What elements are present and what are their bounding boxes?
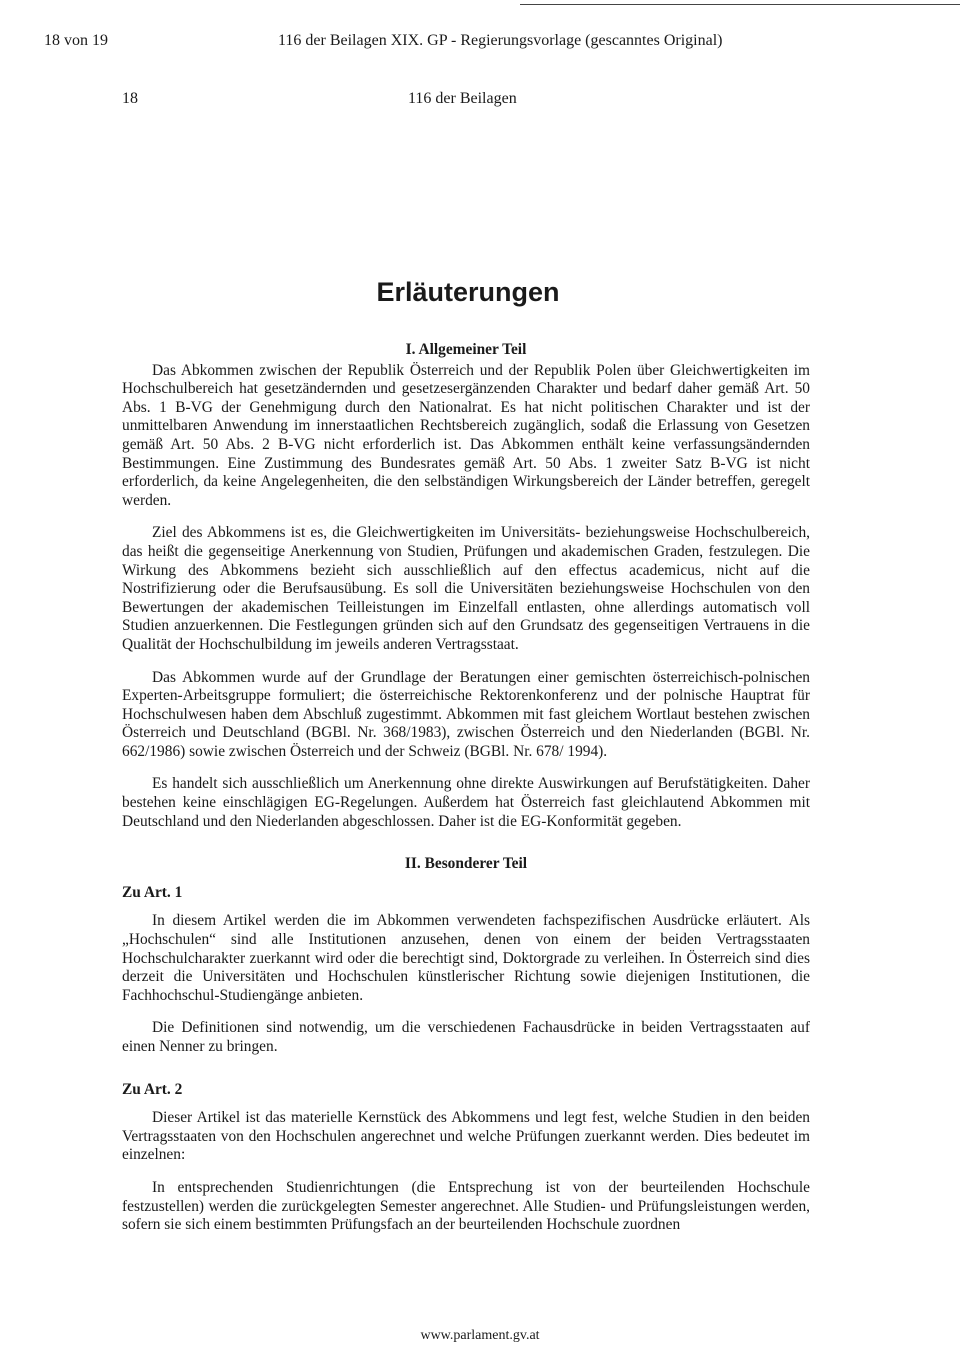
part1-paragraph-4: Es handelt sich ausschließlich um Anerkennung ohne direkte Auswirkungen auf Berufstätigkeiten. Daher bestehen keine einschlägigen EG-Regelungen. Außerdem hat Österreich fast gleichlautend Abkommen mit Deutschland und den Niederlanden abgeschlossen. Daher ist die EG-Konformität gegeben. <box>122 775 810 830</box>
top-rule <box>520 4 960 5</box>
page-count: 18 von 19 <box>44 32 108 49</box>
art2-paragraph-2: In entsprechenden Studienrichtungen (die Entsprechung ist von der beurteilenden Hochschule festzustellen) werden die zurückgelegten Semester angerechnet. Alle Studien- und Prüfungsleistungen werden, sofern sie sich einem bestimmten Prüfungsfach an der beurteilenden Hochschule zuordnen <box>122 1178 810 1234</box>
page-title: Erläuterungen <box>376 277 560 307</box>
running-head-section: 116 der Beilagen <box>408 90 517 107</box>
part2-heading: II. Besonderer Teil <box>404 855 528 873</box>
art2-heading: Zu Art. 2 <box>122 1080 183 1098</box>
print-header <box>44 32 920 52</box>
footer-url: www.parlament.gv.at <box>420 1328 540 1343</box>
document-title: 116 der Beilagen XIX. GP - Regierungsvorlage (gescanntes Original) <box>278 32 723 49</box>
part1-paragraph-1: Das Abkommen zwischen der Republik Österreich und der Republik Polen über Gleichwertigkeiten im Hochschulbereich hat gesetzändernden und gesetzesergänzenden Charakter und bedarf daher gemäß Art. 50 Abs. 1 B-VG der Genehmigung durch den Nationalrat. Es hat nicht politischen Charakter und ist der unmittelbaren Anwendung im innerstaatlichen Rechtsbereich zugänglich, sodaß die Erlassung von Gesetzen gemäß Art. 50 Abs. 2 B-VG nicht erforderlich ist. Das Abkommen enthält keine verfassungsändernden Bestimmungen. Eine Zustimmung des Bundesrates gemäß Art. 50 Abs. 1 zweiter Satz B-VG ist nicht erforderlich, da keine Angelegenheiten, die den selbständigen Wirkungsbereich der Länder betreffen, geregelt werden. <box>122 361 810 509</box>
page-number: 18 <box>122 90 138 107</box>
art2-paragraph-1: Dieser Artikel ist das materielle Kernstück des Abkommens und legt fest, welche Studien in den beiden Vertragsstaaten von den Hochschulen angerechnet und welche Prüfungen zuerkannt werden. Dies bedeutet im einzelnen: <box>122 1109 810 1164</box>
document-body <box>122 341 810 1235</box>
part1-paragraph-2: Ziel des Abkommens ist es, die Gleichwertigkeiten im Universitäts- beziehungsweise Hochschulbereich, das heißt die gegenseitige Anerkennung von Studien, Prüfungen und akademischen Graden, festzulegen. Die Wirkung des Abkommens bezieht sich ausschließlich auf den effectus academicus, nicht auf die Nostrifizierung oder die Berufsausübung. Es soll die Universitäten beziehungsweise Hochschulen von den Bewertungen der akademischen Teilleistungen im Einzelfall entlasten, ohne allerdings automatisch voll Studien anzuerkennen. Die Festlegungen gründen sich auf den Grundsatz des gegenseitigen Vertrauens in die Qualität der Hochschulbildung im jeweils anderen Vertragsstaat. <box>122 524 810 653</box>
art1-paragraph-1: In diesem Artikel werden die im Abkommen verwendeten fachspezifischen Ausdrücke erläutert. Als „Hochschulen“ sind alle Institutionen anzusehen, denen von einem der beiden Vertragsstaaten Hochschulcharakter zuerkannt wird oder die berechtigt sind, Doktorgrade zu verleihen. In Österreich sind dies derzeit die Universitäten und Hochschulen künstlerischer Richtung sowie diejenigen Institutionen, die Fachhochschul-Studiengänge anbieten. <box>122 912 810 1004</box>
art1-heading: Zu Art. 1 <box>122 883 183 901</box>
part1-heading: I. Allgemeiner Teil <box>405 341 527 358</box>
part1-paragraph-3: Das Abkommen wurde auf der Grundlage der Beratungen einer gemischten österreichisch-polnischen Experten-Arbeitsgruppe formuliert; die österreichische Rektorenkonferenz und der polnische Hauptrat für Hochschulwesen haben dem Abschluß zugestimmt. Abkommen mit fast gleichem Wortlaut bestehen zwischen Österreich und Deutschland (BGBl. Nr. 368/1983), zwischen Österreich und den Niederlanden (BGBl. Nr. 662/1986) sowie zwischen Österreich und der Schweiz (BGBl. Nr. 678/ 1994). <box>122 668 810 760</box>
art1-paragraph-2: Die Definitionen sind notwendig, um die verschiedenen Fachausdrücke in beiden Vertragsstaaten auf einen Nenner zu bringen. <box>122 1019 810 1055</box>
